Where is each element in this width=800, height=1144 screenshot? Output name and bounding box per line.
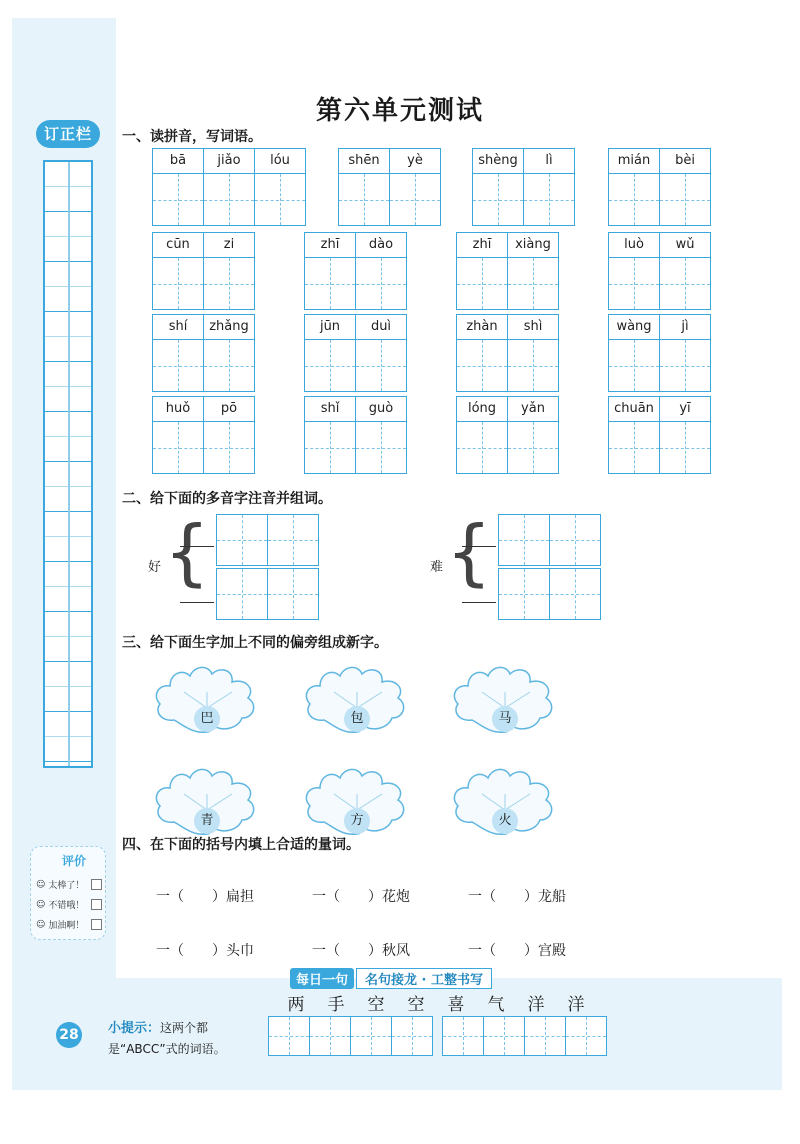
writing-box[interactable] [508,340,558,391]
writing-box[interactable] [204,340,254,391]
pinyin-cell [508,397,558,473]
correction-grid[interactable] [43,160,93,768]
pinyin-label: lóng [457,397,507,422]
pinyin-cell [508,315,558,391]
pinyin-label: shǐ [305,397,355,422]
pinyin-group [608,396,711,474]
measure-noun: 花炮 [382,889,410,905]
pinyin-blank[interactable] [462,546,496,547]
pinyin-cell [305,397,356,473]
writing-box[interactable] [508,258,558,309]
pinyin-group [456,314,559,392]
pinyin-label: yī [660,397,710,422]
measure-noun: 扁担 [226,889,254,905]
measure-blank[interactable]: 一（ ） [468,889,538,905]
smile-icon: ☺ [36,899,46,910]
writing-box[interactable] [660,422,710,473]
pinyin-cell [609,149,660,225]
correction-label: 订正栏 [36,120,100,148]
writing-box[interactable] [609,340,659,391]
measure-noun: 龙船 [538,889,566,905]
evaluation-checkbox[interactable] [91,879,102,890]
leaf-char: 火 [492,808,518,834]
pinyin-cell [153,315,204,391]
pinyin-label: bèi [660,149,710,174]
writing-box[interactable] [508,422,558,473]
pinyin-cell [660,397,710,473]
sentence-char: 喜 [447,995,465,1015]
pinyin-label: jiǎo [204,149,254,174]
tip-text: 这两个都是“ABCC”式的词语。 [108,1021,226,1056]
writing-box[interactable] [305,422,355,473]
pinyin-blank[interactable] [180,546,214,547]
evaluation-title: 评价 [62,854,87,868]
pinyin-cell [609,397,660,473]
pinyin-cell [524,149,574,225]
pinyin-group [152,148,306,226]
sentence-char: 洋 [527,995,545,1015]
writing-box[interactable] [457,258,507,309]
writing-grid[interactable] [268,1016,433,1056]
pinyin-cell [660,233,710,309]
pinyin-cell [390,149,440,225]
pinyin-cell [204,315,254,391]
page-title: 第六单元测试 [315,96,484,126]
evaluation-item: ☺ 太棒了！ [36,878,102,891]
tip-label: 小提示： [108,1021,161,1036]
word-grid[interactable] [498,514,601,566]
pinyin-cell [473,149,524,225]
pinyin-group [472,148,575,226]
section-4-heading: 四、在下面的括号内填上合适的量词。 [122,837,360,853]
pinyin-cell [660,315,710,391]
pinyin-label: zi [204,233,254,258]
pinyin-group [304,396,407,474]
section-3-heading: 三、给下面生字加上不同的偏旁组成新字。 [122,635,388,651]
pinyin-label: shèng [473,149,523,174]
measure-word-item [156,940,254,960]
leaf-item [302,764,412,844]
word-grid[interactable] [216,568,319,620]
writing-box[interactable] [305,340,355,391]
writing-box[interactable] [473,174,523,225]
writing-box[interactable] [356,340,406,391]
brace-icon: { [164,510,210,594]
writing-box[interactable] [204,174,254,225]
writing-box[interactable] [356,422,406,473]
pinyin-cell [457,315,508,391]
pinyin-cell [356,397,406,473]
pinyin-label: luò [609,233,659,258]
sentence-char: 空 [367,995,385,1015]
writing-box[interactable] [660,174,710,225]
writing-box[interactable] [255,174,305,225]
measure-word-item [468,886,566,906]
sentence-char: 空 [407,995,425,1015]
thumb-icon: ☺ [36,879,46,890]
measure-blank[interactable]: 一（ ） [312,943,382,959]
daily-banner [290,968,492,989]
pinyin-label: chuān [609,397,659,422]
writing-box[interactable] [305,258,355,309]
polyphone-char: 好 [148,560,162,575]
writing-box[interactable] [660,258,710,309]
section-2-heading: 二、给下面的多音字注音并组词。 [122,491,332,507]
pinyin-cell [153,233,204,309]
pinyin-label: bā [153,149,203,174]
pinyin-label: lóu [255,149,305,174]
section-1-heading: 一、读拼音，写词语。 [122,129,262,145]
writing-box[interactable] [457,422,507,473]
measure-blank[interactable]: 一（ ） [312,889,382,905]
leaf-char: 方 [344,808,370,834]
polyphone-char: 难 [430,560,444,575]
fist-icon: ☺ [36,919,46,930]
leaf-char: 马 [492,706,518,732]
pinyin-label: yǎn [508,397,558,422]
pinyin-cell [339,149,390,225]
writing-box[interactable] [204,422,254,473]
pinyin-cell [204,149,255,225]
evaluation-checkbox[interactable] [91,919,102,930]
leaf-item [302,662,412,742]
daily-tag: 每日一句 [290,968,354,989]
pinyin-label: guò [356,397,406,422]
sentence-char: 手 [327,995,345,1015]
pinyin-group [608,232,711,310]
word-grid[interactable] [216,514,319,566]
page-number: 28 [56,1022,82,1048]
measure-word-item [312,886,410,906]
pinyin-group [608,314,711,392]
pinyin-cell [305,315,356,391]
tip [108,1018,268,1060]
measure-noun: 头巾 [226,943,254,959]
evaluation-item: ☺ 加油啊！ [36,918,102,931]
pinyin-cell [153,149,204,225]
pinyin-label: jūn [305,315,355,340]
writing-box[interactable] [457,340,507,391]
pinyin-group [608,148,711,226]
writing-box[interactable] [153,174,203,225]
leaf-item [152,764,262,844]
pinyin-group [338,148,441,226]
writing-box[interactable] [390,174,440,225]
pinyin-cell [204,397,254,473]
measure-blank[interactable]: 一（ ） [156,889,226,905]
pinyin-group [456,232,559,310]
pinyin-label: shì [508,315,558,340]
pinyin-label: zhǎng [204,315,254,340]
pinyin-label: yè [390,149,440,174]
leaf-item [450,764,560,844]
measure-blank[interactable]: 一（ ） [156,943,226,959]
pinyin-group [456,396,559,474]
pinyin-group [152,232,255,310]
leaf-char: 巴 [194,706,220,732]
writing-box[interactable] [609,258,659,309]
writing-box[interactable] [153,340,203,391]
pinyin-blank[interactable] [462,602,496,603]
pinyin-group [304,232,407,310]
pinyin-cell [356,233,406,309]
pinyin-label: mián [609,149,659,174]
pinyin-group [152,314,255,392]
pinyin-label: shí [153,315,203,340]
measure-word-item [156,886,254,906]
pinyin-group [304,314,407,392]
pinyin-label: shēn [339,149,389,174]
writing-box[interactable] [660,340,710,391]
writing-box[interactable] [153,258,203,309]
pinyin-label: jì [660,315,710,340]
sentence-char: 气 [487,995,505,1015]
pinyin-label: zhī [305,233,355,258]
pinyin-cell [508,233,558,309]
pinyin-label: huǒ [153,397,203,422]
pinyin-cell [356,315,406,391]
leaf-char: 青 [194,808,220,834]
pinyin-label: duì [356,315,406,340]
pinyin-label: wàng [609,315,659,340]
pinyin-cell [204,233,254,309]
pinyin-label: lì [524,149,574,174]
measure-noun: 秋风 [382,943,410,959]
evaluation-item: ☺ 不错哦！ [36,898,102,911]
measure-word-item [312,940,410,960]
writing-box[interactable] [609,422,659,473]
pinyin-group [152,396,255,474]
writing-box[interactable] [609,174,659,225]
daily-sentence [276,990,596,1015]
pinyin-cell [457,233,508,309]
pinyin-cell [660,149,710,225]
pinyin-cell [153,397,204,473]
writing-box[interactable] [339,174,389,225]
writing-box[interactable] [524,174,574,225]
leaf-item [450,662,560,742]
pinyin-label: wǔ [660,233,710,258]
writing-box[interactable] [204,258,254,309]
pinyin-label: zhī [457,233,507,258]
daily-subtitle: 名句接龙 · 工整书写 [356,968,492,989]
pinyin-label: cūn [153,233,203,258]
word-grid[interactable] [498,568,601,620]
pinyin-cell [609,315,660,391]
pinyin-label: zhàn [457,315,507,340]
pinyin-label: xiàng [508,233,558,258]
leaf-item [152,662,262,742]
sentence-char: 洋 [567,995,585,1015]
pinyin-label: pō [204,397,254,422]
writing-grid[interactable] [442,1016,607,1056]
pinyin-blank[interactable] [180,602,214,603]
measure-word-item [468,940,566,960]
pinyin-cell [457,397,508,473]
pinyin-cell [305,233,356,309]
writing-box[interactable] [153,422,203,473]
measure-noun: 宫殿 [538,943,566,959]
pinyin-cell [609,233,660,309]
leaf-char: 包 [344,706,370,732]
evaluation-checkbox[interactable] [91,899,102,910]
sentence-char: 两 [287,995,305,1015]
writing-box[interactable] [356,258,406,309]
pinyin-label: dào [356,233,406,258]
brace-icon: { [446,510,492,594]
pinyin-cell [255,149,305,225]
measure-blank[interactable]: 一（ ） [468,943,538,959]
